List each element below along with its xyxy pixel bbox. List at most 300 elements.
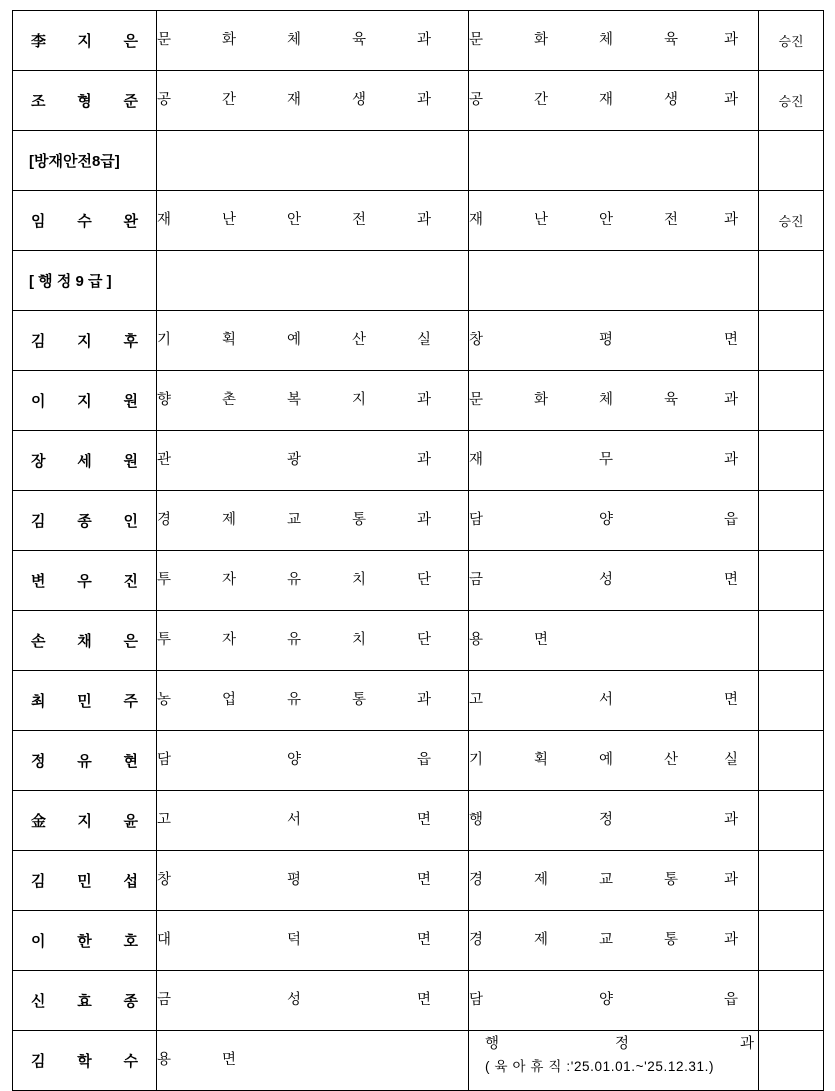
dept-char: 치 [352, 572, 367, 588]
dept-char: 간 [222, 92, 237, 108]
dept-char: 재 [469, 452, 484, 468]
name-cell [13, 671, 157, 731]
current-department-cell [157, 911, 469, 971]
current-department-cell [157, 851, 469, 911]
current-department-cell-text [157, 731, 468, 790]
dept-char: 면 [417, 992, 432, 1008]
name-char: 金 [31, 813, 47, 830]
dept-char: 지 [352, 392, 367, 408]
dept-char: 단 [417, 632, 432, 648]
name-char: 학 [77, 1053, 92, 1070]
dept-char: 관 [157, 452, 172, 468]
dept-char: 과 [740, 1036, 755, 1052]
name-char: 지 [77, 333, 92, 350]
dept-char: 면 [724, 332, 739, 348]
remarks-text [759, 791, 823, 850]
name-char: 조 [31, 93, 46, 110]
remarks-text [759, 431, 823, 490]
dept-char: 과 [724, 812, 739, 828]
dept-char: 양 [287, 752, 302, 768]
group-header-row [13, 131, 824, 191]
person-name [13, 1031, 156, 1090]
new-department-cell [469, 311, 759, 371]
dept-char: 면 [222, 1052, 237, 1068]
table-row [13, 191, 824, 251]
remarks-cell [759, 791, 824, 851]
remarks-text [759, 251, 823, 310]
dept-char: 과 [724, 92, 739, 108]
dept-char: 과 [417, 512, 432, 528]
dept-char: 경 [469, 932, 484, 948]
name-char: 호 [123, 933, 138, 950]
name-cell [13, 71, 157, 131]
name-char: 최 [31, 693, 46, 710]
dept-char: 용 [157, 1052, 172, 1068]
remarks-text [759, 491, 823, 550]
dept-char: 정 [599, 812, 614, 828]
dept-char: 난 [222, 212, 237, 228]
name-char: 이 [31, 393, 46, 410]
dept-char: 통 [352, 512, 367, 528]
new-department-cell [469, 191, 759, 251]
name-char: 수 [123, 1053, 138, 1070]
name-char: 김 [31, 333, 46, 350]
name-char: 원 [123, 393, 138, 410]
dept-char: 안 [599, 212, 614, 228]
name-char: 민 [77, 873, 92, 890]
name-char: 지 [77, 813, 92, 830]
dept-char: 과 [417, 32, 432, 48]
dept-char: 생 [664, 92, 679, 108]
new-department-cell-text [469, 611, 758, 670]
name-char: 지 [77, 33, 92, 50]
remarks-cell [759, 971, 824, 1031]
dept-char: 유 [287, 632, 302, 648]
group-header-row [13, 251, 824, 311]
dept-char: 정 [615, 1036, 630, 1052]
remarks-text [759, 971, 823, 1030]
name-char: 종 [123, 993, 138, 1010]
remarks-cell [759, 251, 824, 311]
roster-table-body [13, 11, 824, 1091]
name-char: 임 [31, 213, 46, 230]
dept-char: 양 [599, 992, 614, 1008]
dept-char: 과 [724, 32, 739, 48]
dept-char: 통 [664, 872, 679, 888]
dept-char: 제 [222, 512, 237, 528]
person-name [13, 371, 156, 430]
remarks-cell [759, 611, 824, 671]
new-department-cell [469, 911, 759, 971]
name-char: 이 [31, 933, 46, 950]
dept-char: 용 [469, 632, 484, 648]
person-name [13, 911, 156, 970]
remarks-text [759, 1031, 823, 1090]
dept-char: 면 [534, 632, 549, 648]
remarks-cell [759, 131, 824, 191]
dept-char: 창 [469, 332, 484, 348]
name-cell [13, 1031, 157, 1091]
new-department-cell [469, 131, 759, 191]
current-department-cell [157, 311, 469, 371]
current-department-cell-text [157, 311, 468, 370]
dept-char: 성 [599, 572, 614, 588]
table-row [13, 911, 824, 971]
name-char: 김 [31, 873, 46, 890]
table-row [13, 551, 824, 611]
name-char: 진 [123, 573, 138, 590]
dept-char: 면 [724, 572, 739, 588]
person-name [13, 491, 156, 550]
current-department-cell [157, 11, 469, 71]
new-department-cell [469, 11, 759, 71]
new-department-cell [469, 551, 759, 611]
name-char: 유 [77, 753, 92, 770]
dept-char: 치 [352, 632, 367, 648]
dept-char: 면 [417, 932, 432, 948]
personnel-roster-table [12, 10, 824, 1091]
dept-char: 읍 [724, 512, 739, 528]
dept-char: 농 [157, 692, 172, 708]
new-department-cell [469, 971, 759, 1031]
table-row [13, 791, 824, 851]
name-cell [13, 791, 157, 851]
name-cell [13, 911, 157, 971]
remarks-text [759, 311, 823, 370]
dept-char: 재 [599, 92, 614, 108]
dept-char: 담 [469, 992, 484, 1008]
person-name [13, 731, 156, 790]
dept-char: 담 [469, 512, 484, 528]
current-department-cell-text [157, 791, 468, 850]
name-char: 김 [31, 1053, 46, 1070]
table-row [13, 671, 824, 731]
current-department-cell [157, 251, 469, 311]
dept-char: 생 [352, 92, 367, 108]
dept-char: 실 [417, 332, 432, 348]
leave-note: ( 육 아 휴 직 :'25.01.01.~'25.12.31.) [485, 1059, 715, 1074]
remarks-cell [759, 1031, 824, 1091]
name-cell [13, 611, 157, 671]
new-department-cell [469, 671, 759, 731]
dept-char: 서 [599, 692, 614, 708]
name-char: 인 [123, 513, 138, 530]
new-department-cell [469, 251, 759, 311]
current-department-cell [157, 671, 469, 731]
group-label: [ 행 정 9 급 ] [29, 273, 112, 290]
name-cell [13, 191, 157, 251]
dept-char: 제 [534, 932, 549, 948]
dept-char: 화 [222, 32, 237, 48]
dept-char: 행 [485, 1036, 500, 1052]
dept-char: 금 [157, 992, 172, 1008]
current-department-cell [157, 371, 469, 431]
new-department-cell-text [469, 71, 758, 130]
remarks-cell [759, 11, 824, 71]
dept-char: 평 [599, 332, 614, 348]
new-department-cell-text [469, 311, 758, 370]
dept-char: 덕 [287, 932, 302, 948]
dept-char: 자 [222, 632, 237, 648]
current-department-cell [157, 1031, 469, 1091]
dept-char: 실 [724, 752, 739, 768]
remarks-text: 승진 [778, 94, 804, 109]
remarks-cell [759, 371, 824, 431]
person-name [13, 311, 156, 370]
current-department-cell-text [157, 611, 468, 670]
name-char: 섭 [123, 873, 138, 890]
dept-char: 통 [352, 692, 367, 708]
new-department-cell [469, 71, 759, 131]
new-department-cell-text [469, 11, 758, 70]
dept-char: 고 [157, 812, 172, 828]
dept-char: 읍 [417, 752, 432, 768]
dept-char: 과 [724, 932, 739, 948]
person-name [13, 191, 156, 250]
dept-char: 복 [287, 392, 302, 408]
dept-char: 전 [352, 212, 367, 228]
current-department-cell-text [157, 431, 468, 490]
dept-char: 과 [724, 212, 739, 228]
name-char: 김 [31, 513, 46, 530]
current-department-cell [157, 611, 469, 671]
dept-char: 예 [287, 332, 302, 348]
table-row [13, 851, 824, 911]
name-cell [13, 371, 157, 431]
dept-char: 산 [352, 332, 367, 348]
name-char: 종 [77, 513, 92, 530]
person-name [13, 71, 156, 130]
remarks-cell [759, 911, 824, 971]
dept-char: 과 [417, 92, 432, 108]
name-char: 변 [31, 573, 46, 590]
current-department-cell-text [157, 11, 468, 70]
remarks-text [759, 371, 823, 430]
dept-char: 과 [417, 452, 432, 468]
table-row [13, 731, 824, 791]
remarks-cell [759, 491, 824, 551]
group-label: [방재안전8급] [29, 153, 120, 170]
remarks-cell [759, 731, 824, 791]
dept-char: 재 [469, 212, 484, 228]
name-cell [13, 971, 157, 1031]
name-char: 완 [123, 213, 138, 230]
name-cell [13, 551, 157, 611]
current-department-cell [157, 491, 469, 551]
table-row [13, 311, 824, 371]
remarks-text: 승진 [778, 34, 804, 49]
dept-char: 읍 [724, 992, 739, 1008]
table-row [13, 1031, 824, 1091]
dept-char: 난 [534, 212, 549, 228]
new-department-cell [469, 431, 759, 491]
name-char: 지 [77, 393, 92, 410]
dept-char: 면 [417, 872, 432, 888]
person-name [13, 791, 156, 850]
dept-char: 제 [534, 872, 549, 888]
new-department-cell-text [469, 191, 758, 250]
current-department-cell [157, 71, 469, 131]
name-char: 은 [123, 633, 138, 650]
name-cell [13, 731, 157, 791]
dept-char: 획 [222, 332, 237, 348]
name-cell [13, 431, 157, 491]
dept-char: 예 [599, 752, 614, 768]
new-department-cell-text [469, 431, 758, 490]
name-char: 은 [123, 33, 138, 50]
current-department-cell-text [157, 191, 468, 250]
dept-char: 창 [157, 872, 172, 888]
new-department-cell-text [469, 791, 758, 850]
dept-char: 교 [599, 932, 614, 948]
name-cell [13, 11, 157, 71]
dept-char: 문 [469, 32, 484, 48]
dept-char: 체 [287, 32, 302, 48]
new-department-cell [469, 731, 759, 791]
table-row [13, 431, 824, 491]
current-department-cell [157, 431, 469, 491]
person-name [13, 431, 156, 490]
table-row [13, 971, 824, 1031]
dept-char: 체 [599, 392, 614, 408]
name-cell [13, 311, 157, 371]
remarks-cell [759, 191, 824, 251]
remarks-cell [759, 431, 824, 491]
name-char: 신 [31, 993, 46, 1010]
person-name [13, 851, 156, 910]
new-department-cell-text [469, 851, 758, 910]
dept-char: 과 [417, 212, 432, 228]
dept-char: 대 [157, 932, 172, 948]
dept-char: 과 [417, 392, 432, 408]
dept-char: 촌 [222, 392, 237, 408]
current-department-cell [157, 971, 469, 1031]
remarks-text: 승진 [778, 214, 804, 229]
dept-char: 안 [287, 212, 302, 228]
name-char: 채 [77, 633, 92, 650]
new-department-cell-text [469, 551, 758, 610]
current-department-cell [157, 731, 469, 791]
new-department-cell-text [469, 971, 758, 1030]
dept-char: 전 [664, 212, 679, 228]
table-row [13, 71, 824, 131]
dept-char: 간 [534, 92, 549, 108]
name-cell [13, 131, 157, 191]
dept-char: 공 [469, 92, 484, 108]
dept-char: 교 [599, 872, 614, 888]
dept-char: 단 [417, 572, 432, 588]
remarks-text [759, 911, 823, 970]
current-department-cell-text [157, 671, 468, 730]
name-char: 李 [31, 33, 47, 50]
current-department-cell [157, 551, 469, 611]
dept-char: 산 [664, 752, 679, 768]
name-char: 원 [123, 453, 138, 470]
dept-char: 재 [287, 92, 302, 108]
dept-char: 광 [287, 452, 302, 468]
dept-char: 유 [287, 692, 302, 708]
dept-char: 기 [157, 332, 172, 348]
dept-char: 화 [534, 32, 549, 48]
current-department-cell-text [157, 71, 468, 130]
new-department-cell-text [469, 491, 758, 550]
name-char: 우 [77, 573, 92, 590]
new-department-cell-text [469, 911, 758, 970]
dept-char: 문 [157, 32, 172, 48]
dept-char: 고 [469, 692, 484, 708]
name-char: 정 [31, 753, 46, 770]
dept-char: 투 [157, 572, 172, 588]
table-row [13, 611, 824, 671]
dept-char: 금 [469, 572, 484, 588]
dept-char: 재 [157, 212, 172, 228]
current-department-cell-text [157, 851, 468, 910]
remarks-text [759, 731, 823, 790]
name-cell [13, 251, 157, 311]
new-department-cell [469, 611, 759, 671]
name-cell [13, 851, 157, 911]
table-row [13, 491, 824, 551]
dept-char: 체 [599, 32, 614, 48]
dept-char: 통 [664, 932, 679, 948]
name-cell [13, 491, 157, 551]
dept-char: 육 [664, 32, 679, 48]
dept-char: 자 [222, 572, 237, 588]
dept-char: 면 [417, 812, 432, 828]
new-department-cell-text [469, 671, 758, 730]
remarks-cell [759, 311, 824, 371]
dept-char: 업 [222, 692, 237, 708]
remarks-text [759, 851, 823, 910]
new-department-text [469, 1031, 758, 1090]
person-name [13, 611, 156, 670]
table-row [13, 371, 824, 431]
current-department-cell [157, 191, 469, 251]
current-department-cell-text [157, 911, 468, 970]
name-char: 후 [123, 333, 138, 350]
name-char: 준 [123, 93, 138, 110]
current-department-cell-text [157, 491, 468, 550]
name-char: 장 [31, 453, 46, 470]
person-name [13, 671, 156, 730]
dept-char: 평 [287, 872, 302, 888]
dept-char: 경 [469, 872, 484, 888]
dept-char: 육 [352, 32, 367, 48]
new-department-cell [469, 371, 759, 431]
current-department-cell-text [157, 1031, 468, 1090]
dept-char: 공 [157, 92, 172, 108]
dept-char: 성 [287, 992, 302, 1008]
remarks-cell [759, 671, 824, 731]
new-department-cell [469, 791, 759, 851]
dept-char: 양 [599, 512, 614, 528]
name-char: 효 [77, 993, 92, 1010]
name-char: 세 [77, 453, 92, 470]
name-char: 형 [77, 93, 92, 110]
remarks-text [759, 671, 823, 730]
dept-char: 교 [287, 512, 302, 528]
dept-char: 화 [534, 392, 549, 408]
dept-char: 투 [157, 632, 172, 648]
dept-char: 획 [534, 752, 549, 768]
name-char: 현 [123, 753, 138, 770]
remarks-cell [759, 851, 824, 911]
current-department-cell [157, 791, 469, 851]
dept-char: 담 [157, 752, 172, 768]
remarks-cell [759, 71, 824, 131]
dept-char: 과 [724, 392, 739, 408]
name-char: 윤 [123, 813, 138, 830]
